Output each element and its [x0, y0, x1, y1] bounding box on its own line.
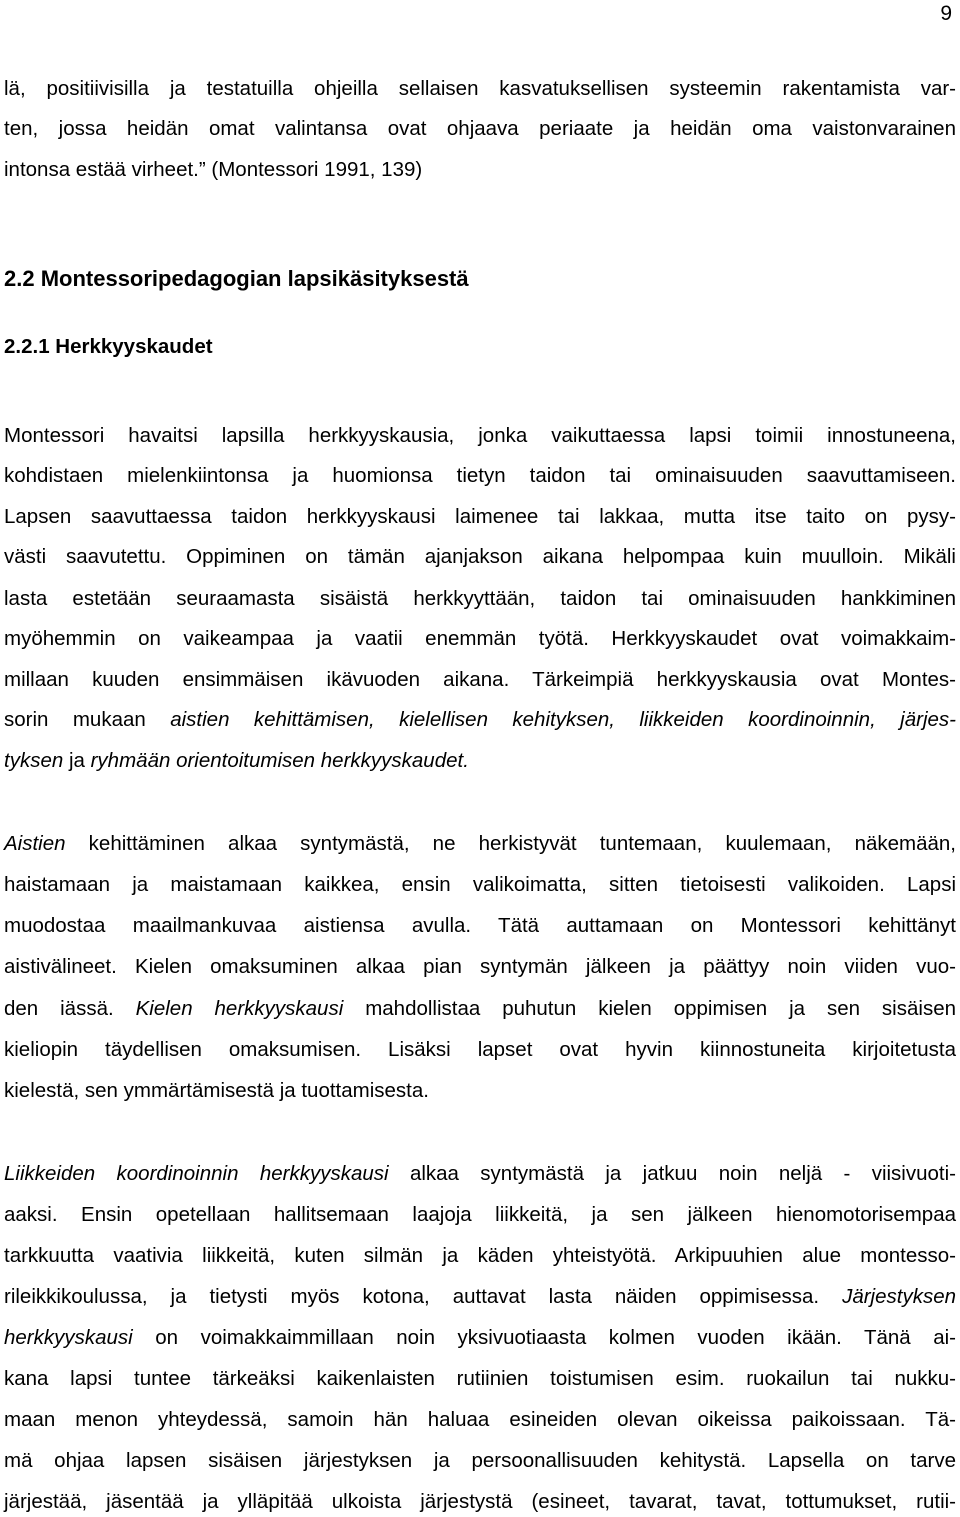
text-line: kana lapsi tuntee tärkeäksi kaikenlaisten rutiinien toistumisen esim. ruokailun tai nukku-	[4, 1367, 956, 1390]
italic-run: aistien kehittämisen, kielellisen kehityksen, liikkeiden koordinoinnin, järjes-	[170, 708, 956, 731]
text-run: den iässä.	[4, 997, 136, 1020]
text-line: maan menon yhteydessä, samoin hän haluaa esineiden olevan oikeissa paikoissaan. Tä-	[4, 1408, 956, 1431]
text-line: muodostaa maailmankuvaa aistiensa avulla. Tätä auttamaan on Montessori kehittänyt	[4, 914, 956, 937]
italic-run: Järjestyksen	[842, 1285, 956, 1308]
text-line: aaksi. Ensin opetellaan hallitsemaan laajoja liikkeitä, ja sen jälkeen hienomotorisempaa	[4, 1203, 956, 1226]
text-line: ten, jossa heidän omat valintansa ovat ohjaava periaate ja heidän oma vaistonvarainen	[4, 117, 956, 140]
text-run: kehittäminen alkaa syntymästä, ne herkistyvät tuntemaan, kuulemaan, näkemään,	[65, 832, 956, 855]
text-line	[4, 708, 956, 732]
text-line: lä, positiivisilla ja testatuilla ohjeilla sellaisen kasvatuksellisen systeemin rakentamista var-	[4, 77, 956, 100]
section-heading: 2.2 Montessoripedagogian lapsikäsityksestä	[4, 266, 469, 291]
subsection-heading: 2.2.1 Herkkyyskaudet	[4, 335, 213, 358]
italic-run: Aistien	[4, 832, 66, 855]
text-run: mahdollistaa puhutun kielen oppimisen ja sen sisäisen	[343, 997, 956, 1020]
text-line: mä ohjaa lapsen sisäisen järjestyksen ja persoonallisuuden kehitystä. Lapsella on tarve	[4, 1449, 956, 1472]
text-line: kielestä, sen ymmärtämisestä ja tuottamisesta.	[4, 1079, 429, 1102]
italic-run: herkkyyskausi	[4, 1326, 133, 1349]
italic-run: Liikkeiden koordinoinnin herkkyyskausi	[4, 1162, 389, 1185]
text-line	[4, 997, 956, 1021]
text-run: rileikkikoulussa, ja tietysti myös kotona, auttavat lasta näiden oppimisessa.	[4, 1285, 843, 1308]
italic-run: ryhmään orientoitumisen herkkyyskaudet.	[90, 749, 469, 772]
text-line	[4, 1326, 956, 1350]
text-line: intonsa estää virheet.” (Montessori 1991, 139)	[4, 158, 423, 181]
italic-run: tyksen	[4, 749, 64, 772]
italic-run: Kielen herkkyyskausi	[135, 997, 344, 1020]
text-line: Montessori havaitsi lapsilla herkkyyskausia, jonka vaikuttaessa lapsi toimii innostuneena,	[4, 424, 956, 447]
text-line: tarkkuutta vaativia liikkeitä, kuten silmän ja käden yhteistyötä. Arkipuuhien alue montesso-	[4, 1244, 956, 1267]
text-run: sorin mukaan	[4, 708, 171, 731]
text-run: on voimakkaimmillaan noin yksivuotiaasta kolmen vuoden ikään. Tänä ai-	[132, 1326, 956, 1349]
text-line	[4, 1162, 956, 1186]
text-line: Lapsen saavuttaessa taidon herkkyyskausi laimenee tai lakkaa, mutta itse taito on pysy-	[4, 505, 956, 528]
text-line: lasta estetään seuraamasta sisäistä herkkyyttään, taidon tai ominaisuuden hankkiminen	[4, 587, 956, 610]
text-line: millaan kuuden ensimmäisen ikävuoden aikana. Tärkeimpiä herkkyyskausia ovat Montes-	[4, 668, 956, 691]
text-line: myöhemmin on vaikeampaa ja vaatii enemmän työtä. Herkkyyskaudet ovat voimakkaim-	[4, 627, 956, 650]
page-number: 9	[940, 2, 952, 25]
text-line: haistamaan ja maistamaan kaikkea, ensin valikoimatta, sitten tietoisesti valikoiden. Lapsi	[4, 873, 956, 896]
text-line: västi saavutettu. Oppiminen on tämän ajanjakson aikana helpompaa kuin muulloin. Mikäli	[4, 545, 956, 568]
text-run: alkaa syntymästä ja jatkuu noin neljä - viisivuoti-	[388, 1162, 956, 1185]
text-line: kohdistaen mielenkiintonsa ja huomionsa tietyn taidon tai ominaisuuden saavuttamiseen.	[4, 464, 956, 487]
text-line	[4, 832, 956, 856]
text-line: järjestää, jäsentää ja ylläpitää ulkoista järjestystä (esineet, tavarat, tavat, tottumukset, rutii-	[4, 1490, 956, 1513]
text-line: aistivälineet. Kielen omaksuminen alkaa pian syntymän jälkeen ja päättyy noin viiden vuo-	[4, 955, 956, 978]
text-line: kieliopin täydellisen omaksumisen. Lisäksi lapset ovat hyvin kiinnostuneita kirjoitetusta	[4, 1038, 956, 1061]
text-line	[4, 1285, 956, 1309]
text-line	[4, 749, 956, 773]
text-run: ja	[63, 749, 91, 772]
